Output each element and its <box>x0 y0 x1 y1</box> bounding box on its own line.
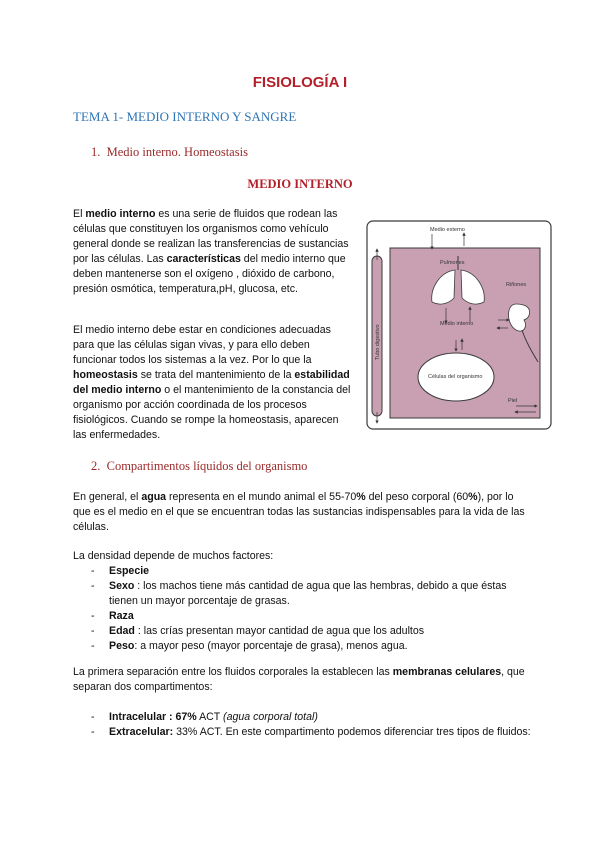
text: : las crías presentan mayor cantidad de agua que los adultos <box>134 625 425 637</box>
factors-list <box>91 564 531 654</box>
paragraph-densidad: La densidad depende de muchos factores: <box>73 550 274 562</box>
list-item <box>91 725 531 740</box>
bold-text: Extracelular: <box>109 726 174 738</box>
bold-text: homeostasis <box>73 369 138 381</box>
bold-text: agua <box>141 491 167 503</box>
text: ), por lo que es el medio en el que se encuentran todas las sustancias indispensables para la vida de las células. <box>73 491 525 533</box>
section-heading-2 <box>91 459 307 474</box>
text: El medio interno debe estar en condiciones adecuadas para que las células sigan vivas, y para ello deben funcionar todos los sistemas a la vez. Por lo que la <box>73 324 331 366</box>
list-item <box>91 639 531 654</box>
label-celulas: Células del organismo <box>428 374 483 380</box>
bold-text: Edad <box>109 625 135 637</box>
text: representa en el mundo animal el 55-70 <box>166 491 357 503</box>
medio-interno-diagram <box>366 220 552 430</box>
list-item <box>91 609 531 624</box>
text: del peso corporal (60 <box>365 491 469 503</box>
text: es una serie de fluidos que rodean las células que constituyen los organismos como vehículo general donde se realizan las transferencias de sustancias por las células. Las <box>73 208 349 265</box>
text: se trata del mantenimiento de la <box>137 369 295 381</box>
list-item <box>91 624 531 639</box>
text: o el mantenimiento de la constancia del organismo por acción coordinada de los procesos fisiológicos. Cuando se rompe la homeostasis, aparecen las enfermedades. <box>73 384 351 441</box>
label-piel: Piel <box>508 398 518 404</box>
compartments-list <box>91 710 531 740</box>
page-title: FISIOLOGÍA I <box>252 74 348 91</box>
label-pulmones: Pulmones <box>440 260 465 266</box>
text: , que separan dos compartimentos: <box>73 666 525 693</box>
section-label: Medio interno. Homeostasis <box>106 145 248 159</box>
bold-text: Especie <box>109 565 150 577</box>
section-number: 2. <box>91 459 101 473</box>
italic-text: (agua corporal total) <box>223 711 318 723</box>
text: 33% ACT. En este compartimento podemos diferenciar tres tipos de fluidos: <box>173 726 531 738</box>
bold-text: Intracelular : 67% <box>109 711 197 723</box>
text: La primera separación entre los fluidos corporales la establecen las <box>73 666 393 678</box>
paragraph-homeostasis <box>73 323 355 443</box>
bold-text: características <box>166 253 241 265</box>
bold-text: % <box>468 491 478 503</box>
diagram-svg <box>366 220 552 430</box>
section-number: 1. <box>91 145 101 159</box>
label-medio-externo: Medio externo <box>430 227 465 233</box>
label-rinones: Riñones <box>506 282 527 288</box>
text: : los machos tiene más cantidad de agua que las hembras, debido a que éstas tienen un mayor porcentaje de grasas. <box>109 580 507 607</box>
section-label: Compartimentos líquidos del organismo <box>106 459 308 473</box>
text: ACT <box>196 711 224 723</box>
bold-text: % <box>356 491 366 503</box>
paragraph-membranas <box>73 665 533 695</box>
list-item <box>91 564 531 579</box>
text: El <box>73 208 86 220</box>
bold-text: estabilidad del medio interno <box>73 369 350 396</box>
section-heading-1 <box>91 145 248 160</box>
paragraph-agua <box>73 490 533 535</box>
paragraph-medio-interno <box>73 207 355 297</box>
text: : a mayor peso (mayor porcentaje de grasa), menos agua. <box>134 640 408 652</box>
bold-text: Peso <box>109 640 135 652</box>
bold-text: membranas celulares <box>392 666 502 678</box>
bold-text: Raza <box>109 610 134 622</box>
bold-text: medio interno <box>85 208 156 220</box>
label-medio-interno: Medio interno <box>440 321 474 327</box>
subheading-medio-interno: MEDIO INTERNO <box>247 177 353 191</box>
list-item <box>91 710 531 725</box>
text: del medio interno que deben mantenerse son el oxígeno , dióxido de carbono, presión osmótica, temperatura,pH, glucosa, etc. <box>73 253 346 295</box>
list-item <box>91 579 531 609</box>
topic-heading: TEMA 1- MEDIO INTERNO Y SANGRE <box>73 109 297 124</box>
text: En general, el <box>73 491 142 503</box>
label-tubo-digestivo: Tubo digestivo <box>375 324 381 360</box>
bold-text: Sexo <box>109 580 135 592</box>
